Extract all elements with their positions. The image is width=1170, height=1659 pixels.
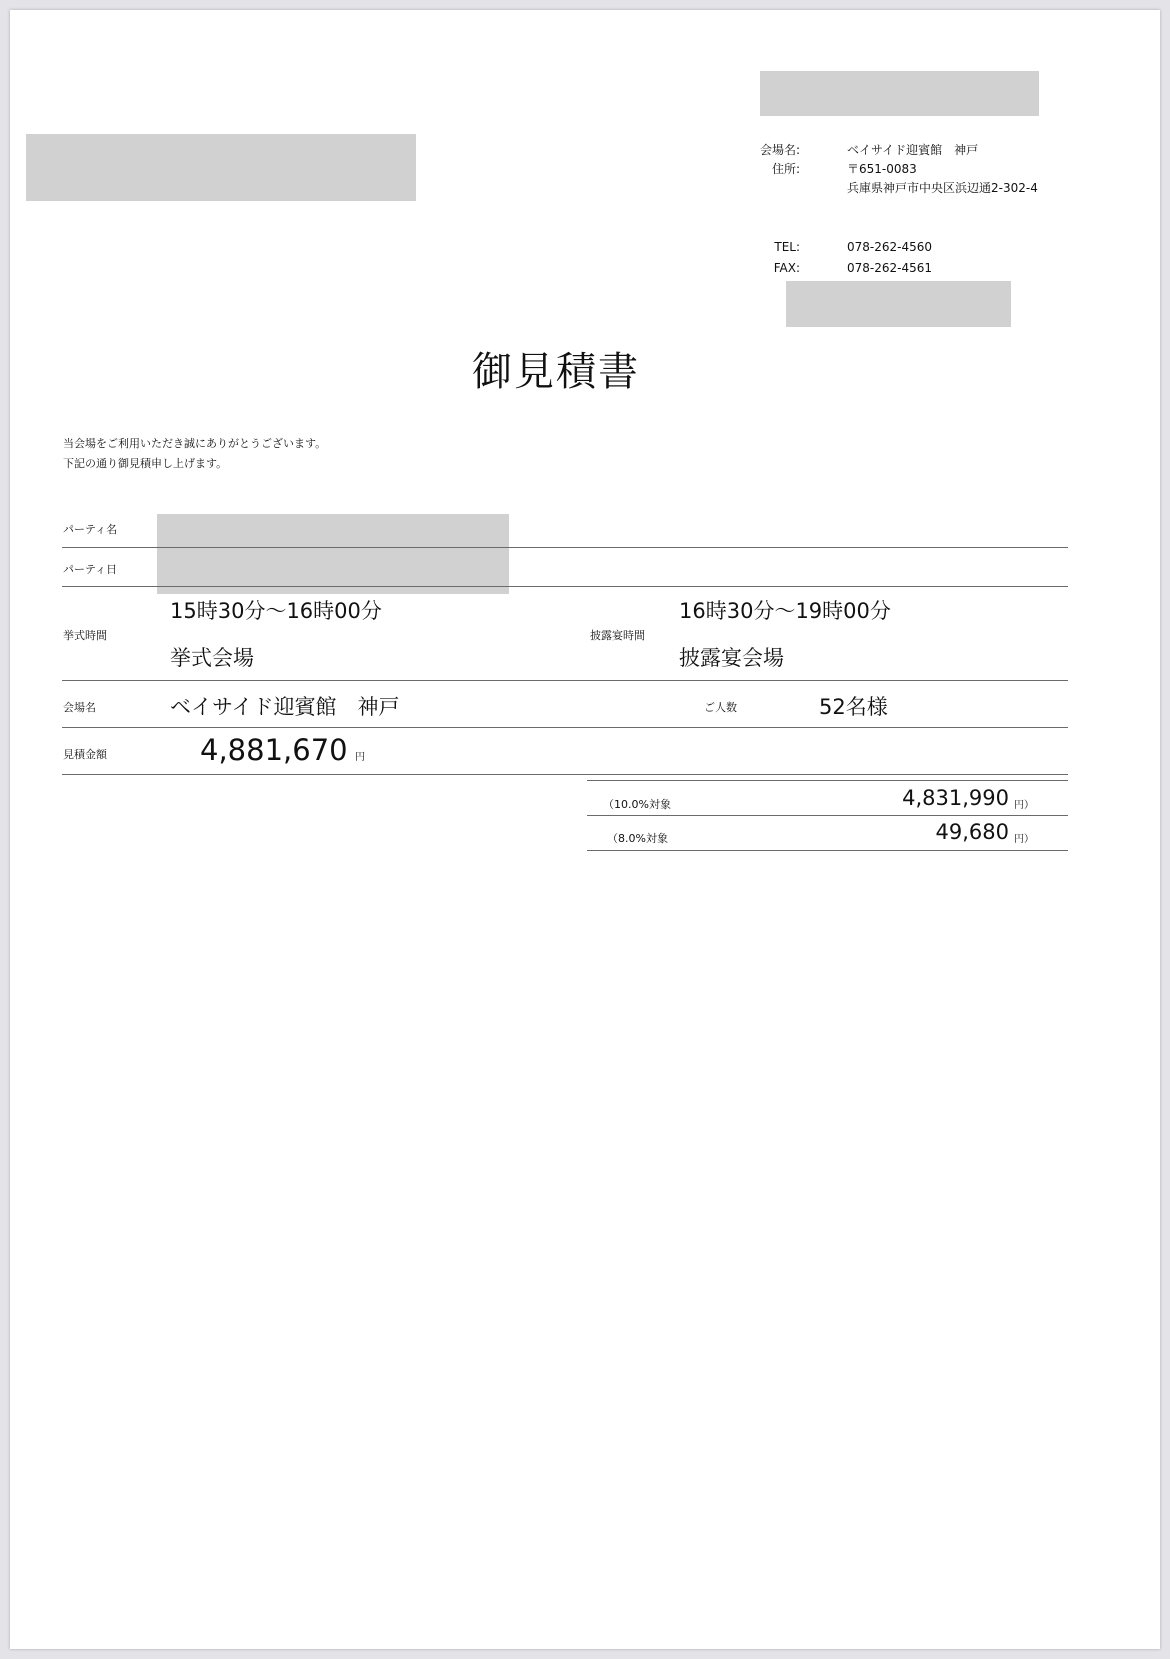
venue-address: 兵庫県神戸市中央区浜辺通2-302-4	[847, 181, 1038, 195]
row-divider-5	[62, 774, 1068, 775]
row-divider-1	[62, 547, 1068, 548]
tax-row-10-unit: 円）	[1014, 800, 1034, 811]
row-divider-3	[62, 680, 1068, 681]
document-title: 御見積書	[472, 349, 640, 395]
venue-fax-label: FAX:	[773, 261, 800, 275]
estimate-document-page	[10, 10, 1160, 1649]
party-name-label: パーティ名	[63, 523, 118, 536]
tax-row-8-unit: 円）	[1014, 834, 1034, 845]
estimate-unit: 円	[355, 752, 365, 763]
tax-divider-top	[587, 780, 1068, 781]
ceremony-time-value: 15時30分～16時00分	[170, 599, 382, 623]
venue-address-label: 住所:	[771, 162, 800, 176]
reception-venue-value: 披露宴会場	[679, 646, 784, 670]
tax-row-8-label: （8.0%対象	[607, 832, 668, 845]
estimate-amount: 4,881,670	[200, 733, 348, 767]
venue-name-label: 会場名:	[759, 143, 800, 157]
venue-tel: 078-262-4560	[847, 240, 933, 254]
venue-tel-label: TEL:	[774, 240, 800, 254]
tax-row-10-label: （10.0%対象	[603, 798, 671, 811]
tax-row-10-value: 4,831,990	[902, 786, 1009, 810]
venue-name-row-label: 会場名	[63, 701, 96, 714]
greeting-text	[63, 434, 326, 474]
guests-label: ご人数	[704, 701, 737, 714]
redacted-staff-info	[786, 281, 1011, 327]
venue-name-value: ベイサイド迎賓館 神戸	[847, 143, 979, 157]
party-date-label: パーティ日	[63, 563, 118, 576]
greeting-line-1: 当会場をご利用いただき誠にありがとうございます。	[63, 437, 327, 450]
redacted-party-info	[157, 514, 509, 594]
reception-time-value: 16時30分～19時00分	[679, 599, 891, 623]
guests-value: 52名様	[819, 695, 888, 719]
reception-time-label: 披露宴時間	[590, 629, 645, 642]
tax-divider-bottom	[587, 850, 1068, 851]
venue-fax: 078-262-4561	[847, 261, 933, 275]
estimate-label: 見積金額	[63, 748, 107, 761]
ceremony-venue-value: 挙式会場	[170, 646, 254, 670]
row-divider-2	[62, 586, 1068, 587]
venue-name-row-value: ベイサイド迎賓館 神戸	[170, 695, 400, 719]
tax-divider-middle	[587, 815, 1068, 816]
ceremony-time-label: 挙式時間	[63, 629, 107, 642]
redacted-recipient-left	[26, 134, 416, 201]
row-divider-4	[62, 727, 1068, 728]
venue-postal-code: 〒651-0083	[847, 162, 917, 176]
tax-row-8-value: 49,680	[935, 820, 1009, 844]
redacted-recipient-top-right	[760, 71, 1039, 116]
greeting-line-2: 下記の通り御見積申し上げます。	[63, 457, 228, 470]
